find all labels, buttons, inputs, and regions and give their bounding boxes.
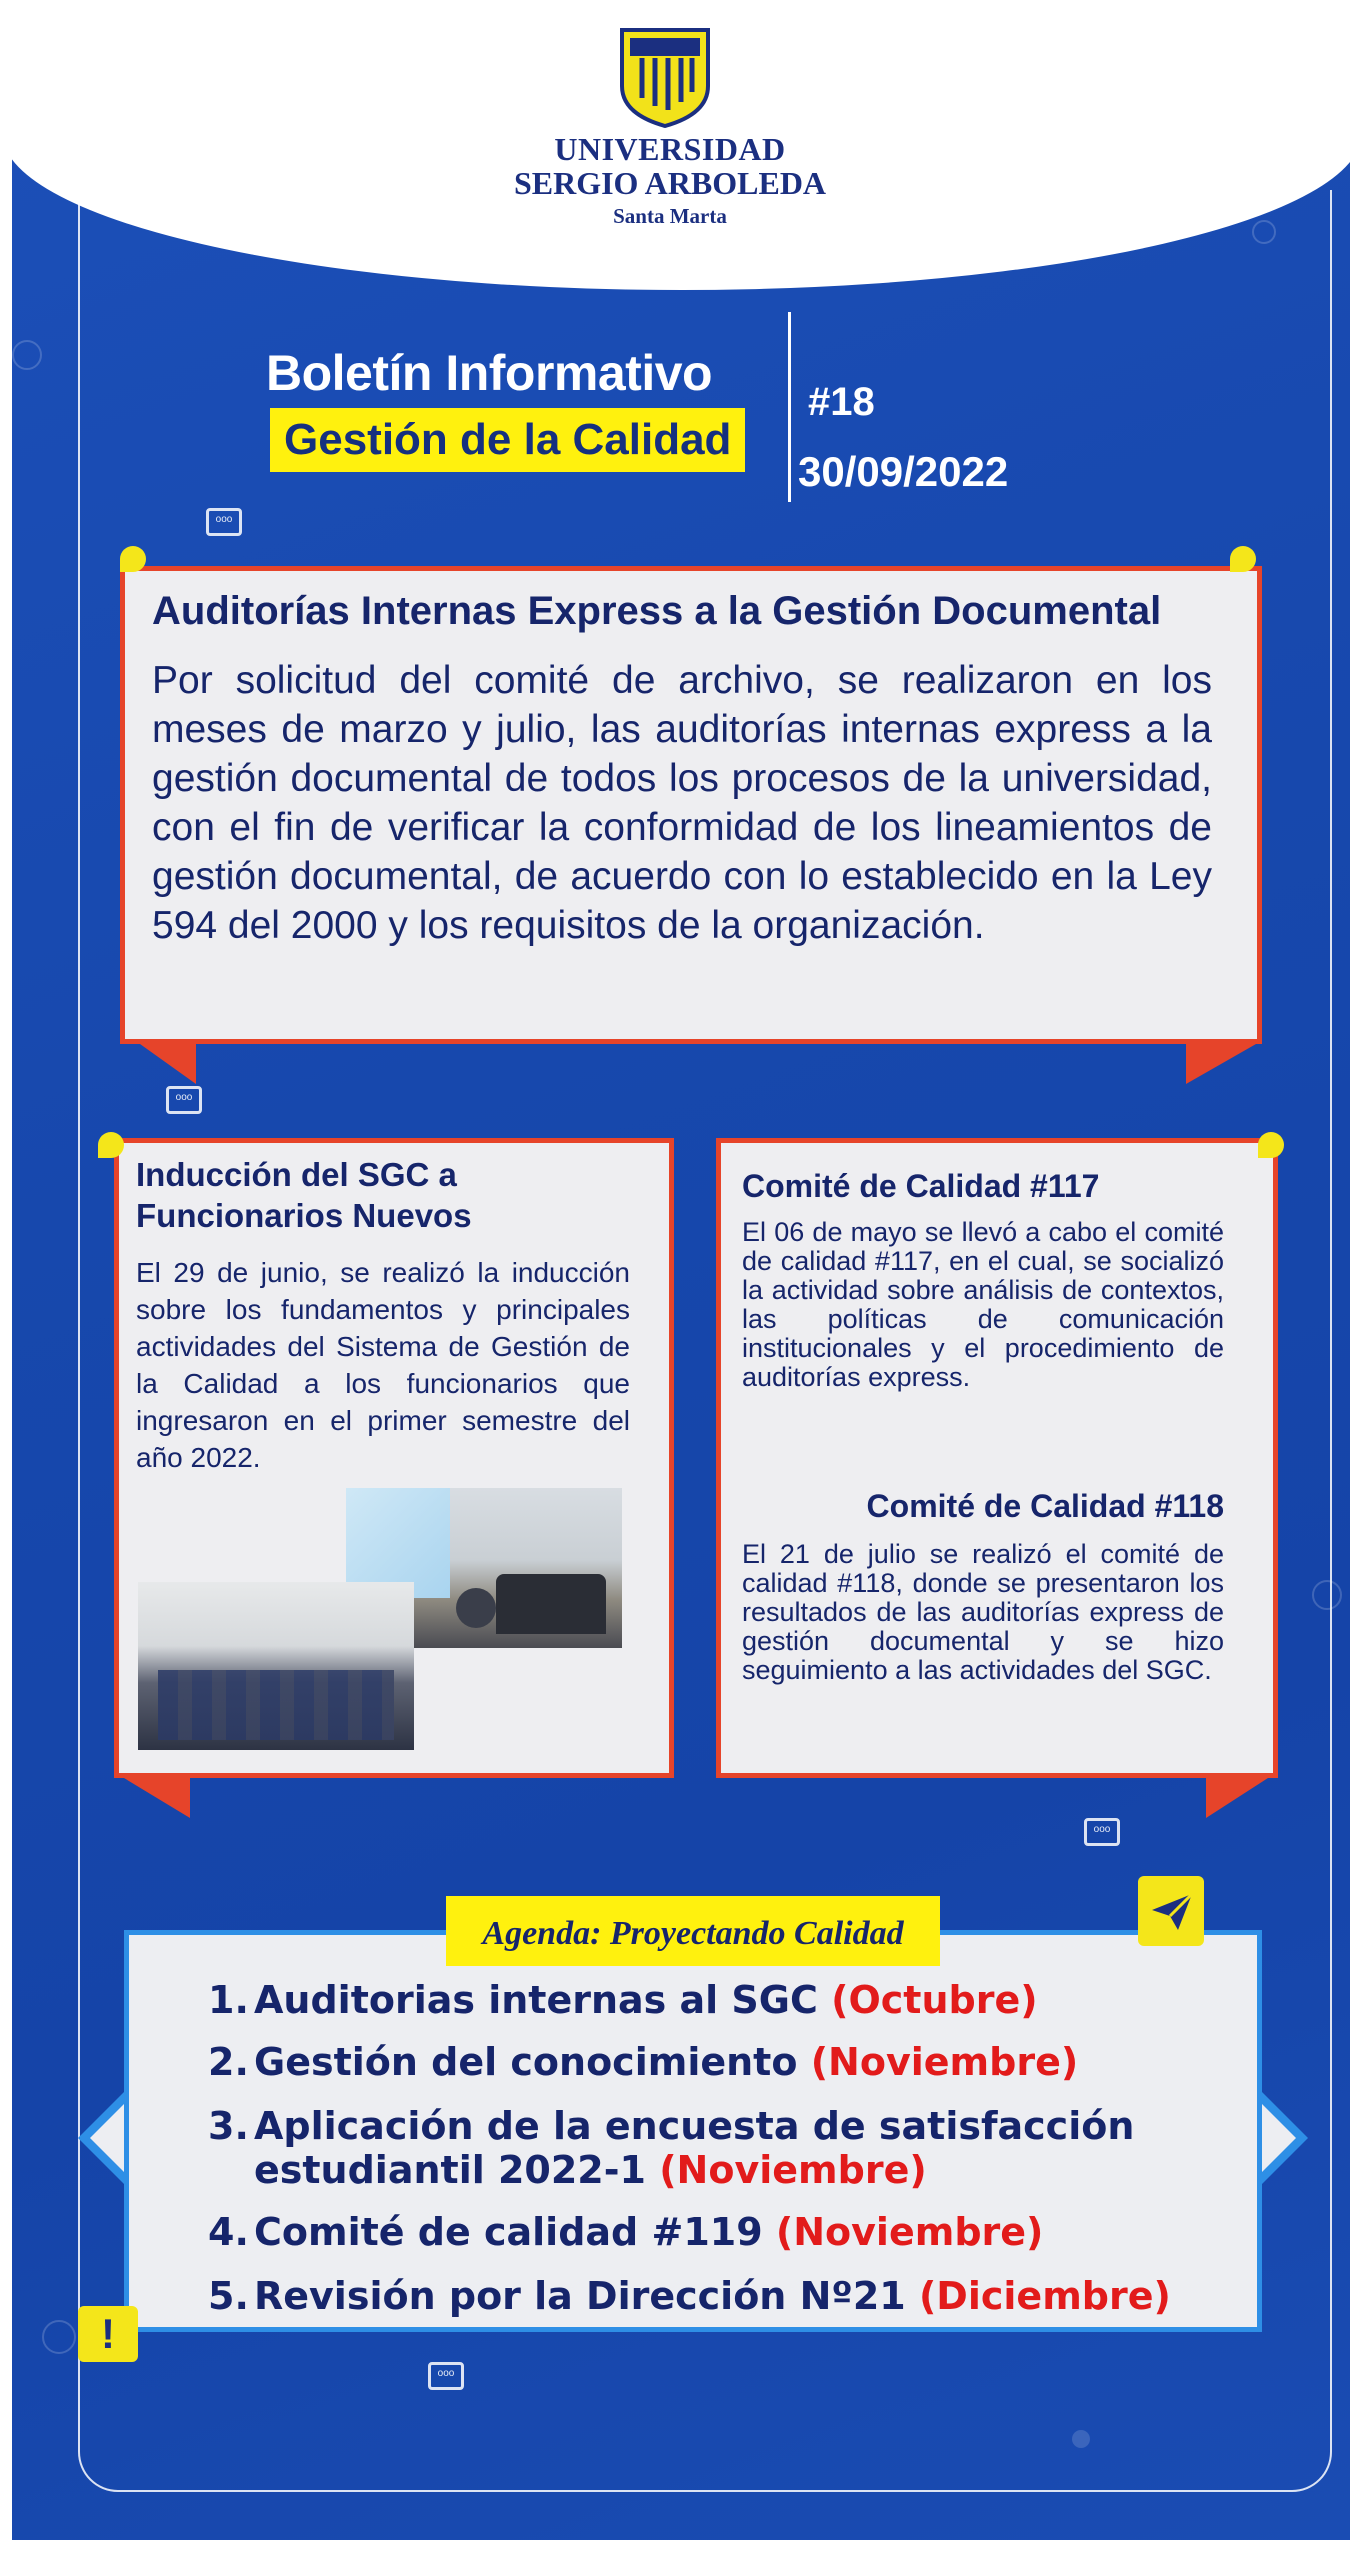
agenda-item-continuation: estudiantil 2022-1 (Noviembre) [254, 2148, 927, 2192]
main-article-text: Por solicitud del comité de archivo, se realizaron en los meses de marzo y julio, las auditorías internas express a la gestión documental de todos los procesos de la universidad, con el fin de verificar la conformidad de los lineamientos de gestión documental, de acuerdo con lo establecido en la Ley 594 del 2000 y los requisitos de la organización. [152, 659, 1212, 947]
pin-icon [98, 1132, 124, 1158]
card-ribbon [140, 1044, 196, 1084]
committee-117-title: Comité de Calidad #117 [742, 1168, 1100, 1204]
chat-bubble-icon: ooo [206, 508, 242, 536]
alert-icon: ! [78, 2306, 138, 2362]
chat-bubble-icon: ooo [1084, 1818, 1120, 1846]
campus-name: Santa Marta [613, 204, 727, 228]
chat-bubble-icon: ooo [166, 1086, 202, 1114]
committee-118-text: El 21 de julio se realizó el comité de calidad #118, donde se presentaron los resultados de las auditorías express de gestión documental y se hizo seguimiento a las actividades del SGC. [742, 1539, 1224, 1685]
agenda-item: 2. Gestión del conocimiento (Noviembre) [208, 2040, 1079, 2084]
main-article-title: Auditorías Internas Express a la Gestión Documental [152, 589, 1162, 633]
bulletin-subtitle: Gestión de la Calidad [270, 408, 745, 472]
card-ribbon [124, 1778, 190, 1818]
bulletin-title: Boletín Informativo [266, 345, 713, 401]
wave-notch [666, 248, 706, 264]
card-ribbon [1206, 1778, 1268, 1818]
pin-icon [1258, 1132, 1284, 1158]
paper-plane-icon [1138, 1876, 1204, 1946]
issue-date: 30/09/2022 [798, 448, 1009, 495]
chat-bubble-icon: ooo [428, 2362, 464, 2390]
committee-118-title: Comité de Calidad #118 [866, 1488, 1224, 1524]
decor-circle [12, 340, 42, 370]
university-name-line1: UNIVERSIDAD [554, 131, 786, 167]
carousel-next-arrow-inner [1262, 2104, 1296, 2172]
decor-circle [42, 2320, 76, 2354]
committee-117-text: El 06 de mayo se llevó a cabo el comité de calidad #117, en el cual, se socializó la actividad sobre análisis de contextos, las políticas de comunicación institucionales y el procedimiento de auditorías express. [742, 1217, 1224, 1392]
university-name-line2: SERGIO ARBOLEDA [513, 165, 827, 201]
pin-icon [120, 546, 146, 572]
agenda-item: 3. Aplicación de la encuesta de satisfacción [208, 2104, 1135, 2148]
pin-icon [1230, 546, 1256, 572]
carousel-prev-arrow-inner [90, 2104, 124, 2172]
header-divider [788, 312, 791, 502]
issue-number: #18 [808, 380, 875, 424]
agenda-item: 1. Auditorias internas al SGC (Octubre) [208, 1978, 1038, 2022]
induction-title: Inducción del SGC a Funcionarios Nuevos [136, 1156, 472, 1234]
university-shield-icon [620, 28, 710, 128]
agenda-title: Agenda: Proyectando Calidad [446, 1896, 940, 1966]
induction-text: El 29 de junio, se realizó la inducción sobre los fundamentos y principales actividades del Sistema de Gestión de la Calidad a los funcionarios que ingresaron en el primer semestre del año 2022. [136, 1257, 630, 1473]
classroom-photo [138, 1582, 414, 1750]
card-ribbon [1186, 1044, 1256, 1084]
agenda-item: 4. Comité de calidad #119 (Noviembre) [208, 2210, 1044, 2254]
agenda-item: 5. Revisión por la Dirección Nº21 (Diciembre) [208, 2274, 1171, 2318]
